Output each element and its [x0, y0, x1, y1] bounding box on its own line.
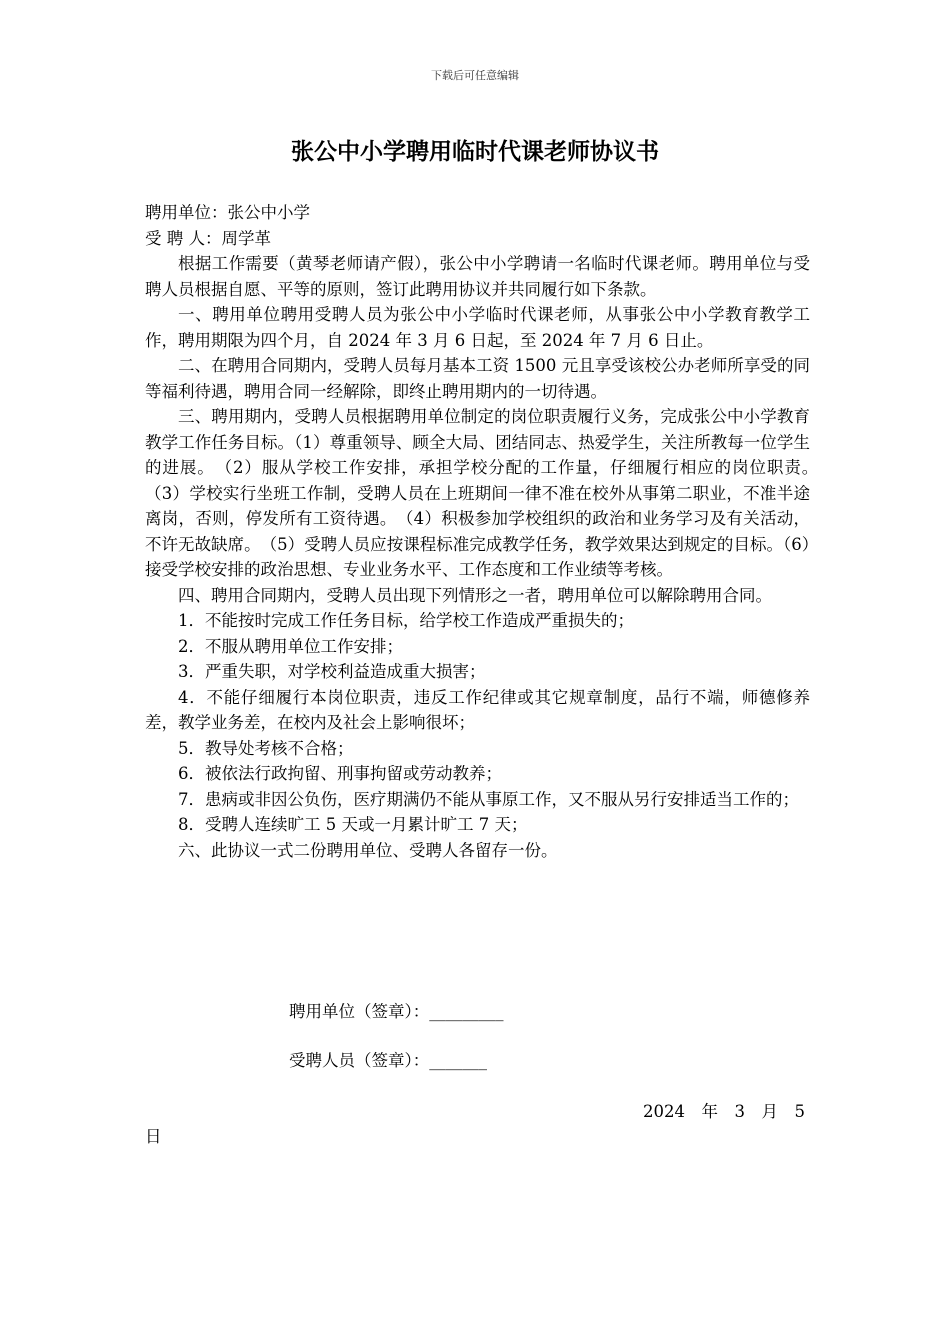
employer-signature-line: 聘用单位（签章）：_________: [289, 1002, 504, 1021]
clause-3: 三、聘用期内，受聘人员根据聘用单位制定的岗位职责履行义务，完成张公中小学教育教学工作任务目标。（1）尊重领导、顾全大局、团结同志、热爱学生，关注所教每一位学生的进展。 （2）服从学校工作安排，承担学校分配的工作量，仔细履行相应的岗位职责。 （3）学校实行坐班工作制，受聘人员在上班期间一律不准在校外从事第二职业，不准半途离岗，否则，停发所有工资待遇。 （4）积极参加学校组织的政治和业务学习及有关活动，不许无故缺席。 （5）受聘人员应按课程标准完成教学任务，教学效果达到规定的目标。（6）接受学校安排的政治思想、专业业务水平、工作态度和工作业绩等考核。: [145, 407, 827, 579]
paragraph-intro: 根据工作需要（黄琴老师请产假），张公中小学聘请一名临时代课老师。聘用单位与受聘人员根据自愿、平等的原则，签订此聘用协议并共同履行如下条款。: [145, 254, 810, 299]
list-item: 2．不服从聘用单位工作安排；: [178, 636, 403, 656]
list-item: 1．不能按时完成工作任务目标，给学校工作造成严重损失的；: [178, 611, 634, 630]
clause-6: 六、此协议一式二份聘用单位、受聘人各留存一份。: [178, 840, 558, 860]
date-line: 2024 年 3 月 5: [643, 1102, 805, 1121]
list-item: 8．受聘人连续旷工 5 天或一月累计旷工 7 天；: [178, 815, 528, 834]
list-item: 5．教导处考核不合格；: [178, 738, 354, 758]
employer-line: 聘用单位：张公中小学: [145, 203, 310, 222]
clause-4: 四、聘用合同期内，受聘人员出现下列情形之一者，聘用单位可以解除聘用合同。: [178, 585, 772, 605]
document-title: 张公中小学聘用临时代课老师协议书: [291, 139, 659, 165]
employee-line: 受 聘 人：周学革: [145, 228, 271, 248]
list-item: 3．严重失职，对学校利益造成重大损害；: [178, 662, 486, 681]
document-body: [145, 200, 827, 863]
clause-2: 二、在聘用合同期内，受聘人员每月基本工资 1500 元且享受该校公办老师所享受的同等福利待遇，聘用合同一经解除，即终止聘用期内的一切待遇。: [145, 356, 810, 401]
employee-signature-line: 受聘人员（签章）：_______: [289, 1051, 487, 1070]
date-line-wrap: 日: [145, 1127, 162, 1146]
list-item: 4．不能仔细履行本岗位职责，违反工作纪律或其它规章制度，品行不端，师德修养差，教学业务差，在校内及社会上影响很坏；: [145, 687, 810, 732]
clause-1: 一、聘用单位聘用受聘人员为张公中小学临时代课老师，从事张公中小学教育教学工作，聘用期限为四个月，自 2024 年 3 月 6 日起，至 2024 年 7 月 6 日止。: [145, 305, 810, 350]
list-item: 6．被依法行政拘留、刑事拘留或劳动教养；: [178, 764, 502, 783]
list-item: 7．患病或非因公负伤，医疗期满仍不能从事原工作，又不服从另行安排适当工作的；: [178, 789, 799, 809]
header-note: 下载后可任意编辑: [431, 69, 519, 82]
